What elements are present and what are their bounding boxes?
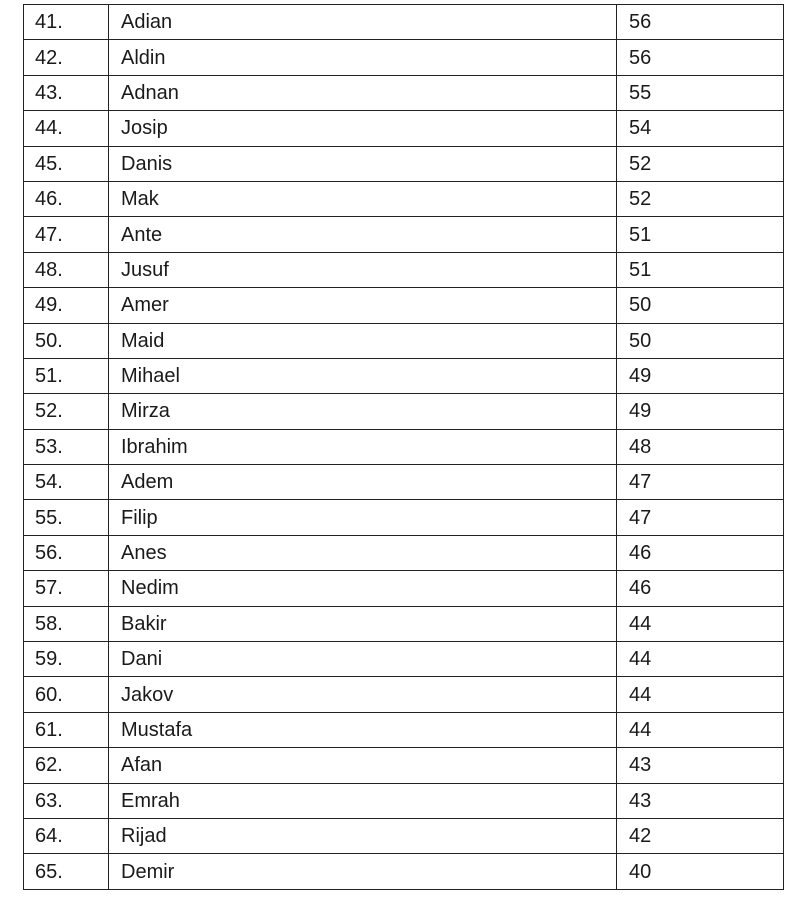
name-cell: Demir [109, 854, 617, 889]
count-cell: 42 [617, 818, 784, 853]
name-cell: Adian [109, 5, 617, 40]
table-row [24, 712, 784, 747]
count-cell: 52 [617, 181, 784, 216]
rank-cell: 63. [24, 783, 109, 818]
count-cell: 40 [617, 854, 784, 889]
rank-cell: 43. [24, 75, 109, 110]
name-cell: Josip [109, 111, 617, 146]
name-cell: Emrah [109, 783, 617, 818]
count-cell: 44 [617, 606, 784, 641]
rank-cell: 46. [24, 181, 109, 216]
name-cell: Aldin [109, 40, 617, 75]
count-cell: 50 [617, 323, 784, 358]
count-cell: 50 [617, 288, 784, 323]
table-row [24, 854, 784, 889]
table-row [24, 5, 784, 40]
rank-cell: 51. [24, 358, 109, 393]
names-table [23, 4, 784, 890]
table-row [24, 40, 784, 75]
rank-cell: 60. [24, 677, 109, 712]
name-cell: Mustafa [109, 712, 617, 747]
count-cell: 47 [617, 500, 784, 535]
name-cell: Danis [109, 146, 617, 181]
table-row [24, 394, 784, 429]
count-cell: 44 [617, 677, 784, 712]
count-cell: 44 [617, 642, 784, 677]
names-table-container [23, 4, 783, 890]
name-cell: Mihael [109, 358, 617, 393]
rank-cell: 53. [24, 429, 109, 464]
rank-cell: 59. [24, 642, 109, 677]
count-cell: 43 [617, 783, 784, 818]
name-cell: Bakir [109, 606, 617, 641]
table-row [24, 217, 784, 252]
name-cell: Jusuf [109, 252, 617, 287]
count-cell: 46 [617, 571, 784, 606]
table-row [24, 535, 784, 570]
table-row [24, 429, 784, 464]
rank-cell: 48. [24, 252, 109, 287]
name-cell: Maid [109, 323, 617, 358]
table-row [24, 748, 784, 783]
table-row [24, 642, 784, 677]
rank-cell: 55. [24, 500, 109, 535]
rank-cell: 64. [24, 818, 109, 853]
name-cell: Amer [109, 288, 617, 323]
count-cell: 51 [617, 217, 784, 252]
name-cell: Mirza [109, 394, 617, 429]
table-row [24, 111, 784, 146]
count-cell: 51 [617, 252, 784, 287]
name-cell: Rijad [109, 818, 617, 853]
table-row [24, 500, 784, 535]
count-cell: 47 [617, 465, 784, 500]
count-cell: 52 [617, 146, 784, 181]
rank-cell: 41. [24, 5, 109, 40]
count-cell: 56 [617, 5, 784, 40]
name-cell: Ante [109, 217, 617, 252]
count-cell: 54 [617, 111, 784, 146]
rank-cell: 42. [24, 40, 109, 75]
name-cell: Dani [109, 642, 617, 677]
table-row [24, 181, 784, 216]
rank-cell: 52. [24, 394, 109, 429]
table-row [24, 818, 784, 853]
rank-cell: 45. [24, 146, 109, 181]
rank-cell: 47. [24, 217, 109, 252]
name-cell: Nedim [109, 571, 617, 606]
table-row [24, 783, 784, 818]
name-cell: Afan [109, 748, 617, 783]
name-cell: Adem [109, 465, 617, 500]
count-cell: 49 [617, 358, 784, 393]
rank-cell: 49. [24, 288, 109, 323]
count-cell: 55 [617, 75, 784, 110]
count-cell: 46 [617, 535, 784, 570]
count-cell: 43 [617, 748, 784, 783]
table-row [24, 323, 784, 358]
rank-cell: 61. [24, 712, 109, 747]
table-row [24, 75, 784, 110]
rank-cell: 57. [24, 571, 109, 606]
table-row [24, 146, 784, 181]
name-cell: Ibrahim [109, 429, 617, 464]
names-table-body [24, 5, 784, 890]
name-cell: Adnan [109, 75, 617, 110]
rank-cell: 44. [24, 111, 109, 146]
table-row [24, 252, 784, 287]
table-row [24, 677, 784, 712]
rank-cell: 50. [24, 323, 109, 358]
table-row [24, 288, 784, 323]
count-cell: 49 [617, 394, 784, 429]
table-row [24, 606, 784, 641]
table-row [24, 358, 784, 393]
table-row [24, 571, 784, 606]
table-row [24, 465, 784, 500]
rank-cell: 65. [24, 854, 109, 889]
name-cell: Filip [109, 500, 617, 535]
count-cell: 48 [617, 429, 784, 464]
count-cell: 44 [617, 712, 784, 747]
count-cell: 56 [617, 40, 784, 75]
name-cell: Anes [109, 535, 617, 570]
name-cell: Jakov [109, 677, 617, 712]
rank-cell: 56. [24, 535, 109, 570]
rank-cell: 54. [24, 465, 109, 500]
rank-cell: 58. [24, 606, 109, 641]
rank-cell: 62. [24, 748, 109, 783]
name-cell: Mak [109, 181, 617, 216]
